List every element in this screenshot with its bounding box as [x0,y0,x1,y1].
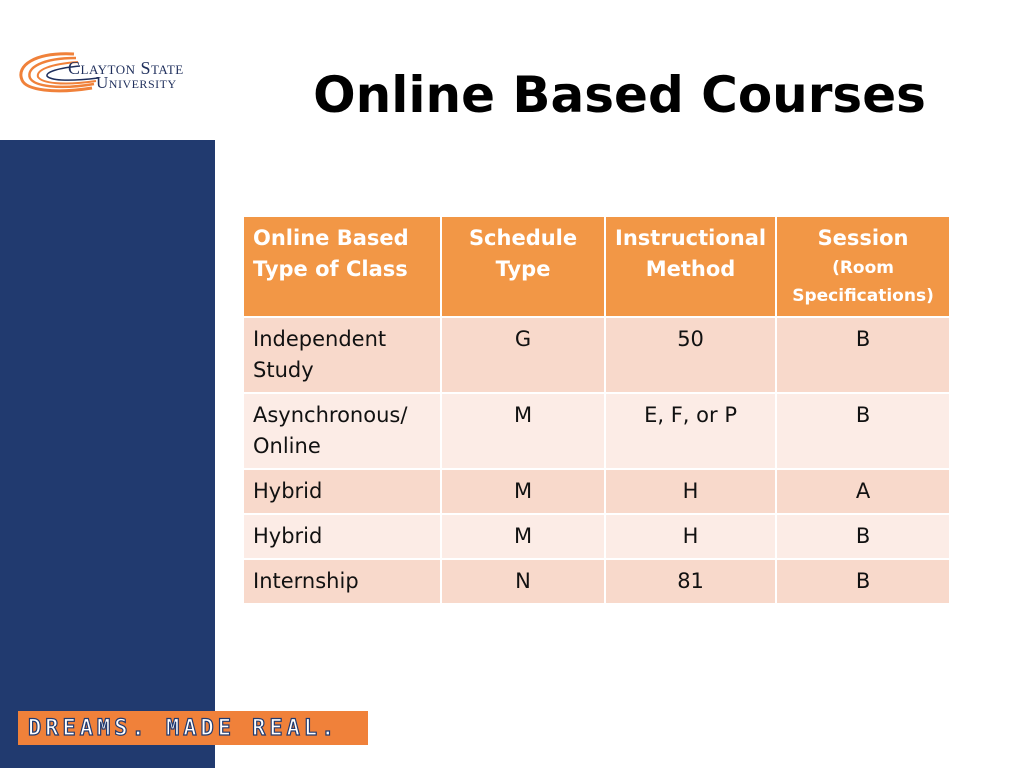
cell-session: B [776,514,950,559]
table-row [243,469,950,514]
cell-type: Independent Study [243,317,441,393]
courses-table [242,215,951,605]
table-row [243,514,950,559]
cell-session: A [776,469,950,514]
logo [0,0,215,140]
header-label: Session [817,226,909,250]
cell-method: 50 [605,317,776,393]
header-label: Schedule Type [468,226,578,281]
cell-schedule: M [441,514,605,559]
header-schedule-type [441,216,605,317]
header-label: Online Based Type of Class [253,226,409,281]
cell-session: B [776,559,950,604]
logo-line-2: University [96,73,177,92]
table-row [243,393,950,469]
cell-session: B [776,317,950,393]
cell-schedule: M [441,393,605,469]
table-row [243,317,950,393]
cell-method: H [605,514,776,559]
cell-type: Internship [243,559,441,604]
header-instructional-method [605,216,776,317]
tagline: DREAMS. MADE REAL. [28,716,339,741]
header-sublabel: (Room Specifications) [792,258,934,306]
cell-method: E, F, or P [605,393,776,469]
header-type-of-class [243,216,441,317]
cell-type: Hybrid [243,514,441,559]
table-row [243,559,950,604]
page-title: Online Based Courses [313,66,926,124]
cell-schedule: N [441,559,605,604]
cell-schedule: M [441,469,605,514]
header-label: Instructional Method [615,226,767,281]
cell-method: H [605,469,776,514]
logo-line-1: Clayton State [68,58,184,78]
table-header-row [243,216,950,317]
cell-method: 81 [605,559,776,604]
cell-type: Hybrid [243,469,441,514]
cell-session: B [776,393,950,469]
header-session [776,216,950,317]
cell-schedule: G [441,317,605,393]
cell-type: Asynchronous/ Online [243,393,441,469]
